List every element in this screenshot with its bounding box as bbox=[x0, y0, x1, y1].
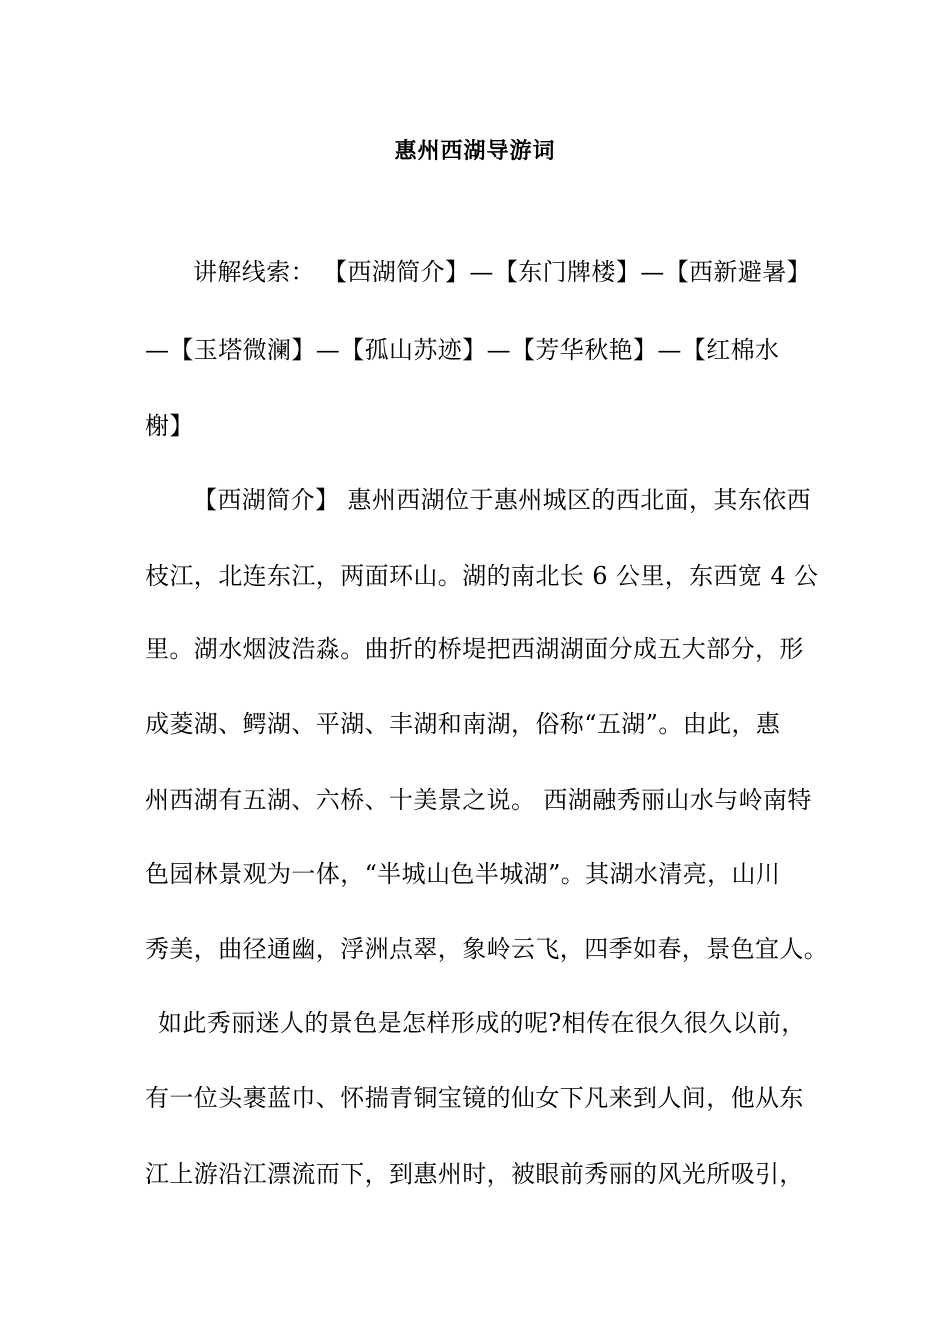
text-line: 榭】 bbox=[145, 412, 194, 440]
text-line: 秀美，曲径通幽，浮洲点翠，象岭云飞，四季如春，景色宜人。 bbox=[145, 935, 829, 963]
text-line: 成菱湖、鳄湖、平湖、丰湖和南湖，俗称“五湖”。由此，惠 bbox=[145, 710, 781, 738]
text-line: 讲解线索： 【西湖简介】—【东门牌楼】—【西新避暑】 bbox=[193, 258, 812, 286]
text-line: 枝江，北连东江，两面环山。湖的南北长 6 公里，东西宽 4 公 bbox=[145, 562, 819, 590]
text-line: 【西湖简介】 惠州西湖位于惠州城区的西北面，其东依西 bbox=[193, 486, 812, 514]
text-line: 里。湖水烟波浩淼。曲折的桥堤把西湖湖面分成五大部分，形 bbox=[145, 635, 804, 663]
text-line: 有一位头裹蓝巾、怀揣青铜宝镜的仙女下凡来到人间，他从东 bbox=[145, 1084, 804, 1112]
text-line: —【玉塔微澜】—【孤山苏迹】—【芳华秋艳】—【红棉水 bbox=[145, 336, 780, 364]
text-line: 色园林景观为一体，“半城山色半城湖”。其湖水清亮，山川 bbox=[145, 860, 781, 888]
document-title: 惠州西湖导游词 bbox=[394, 138, 556, 164]
text-line: 如此秀丽迷人的景色是怎样形成的呢?相传在很久很久以前， bbox=[158, 1009, 806, 1037]
text-line: 江上游沿江漂流而下，到惠州时，被眼前秀丽的风光所吸引， bbox=[145, 1160, 804, 1188]
text-line: 州西湖有五湖、六桥、十美景之说。 西湖融秀丽山水与岭南特 bbox=[145, 786, 812, 814]
